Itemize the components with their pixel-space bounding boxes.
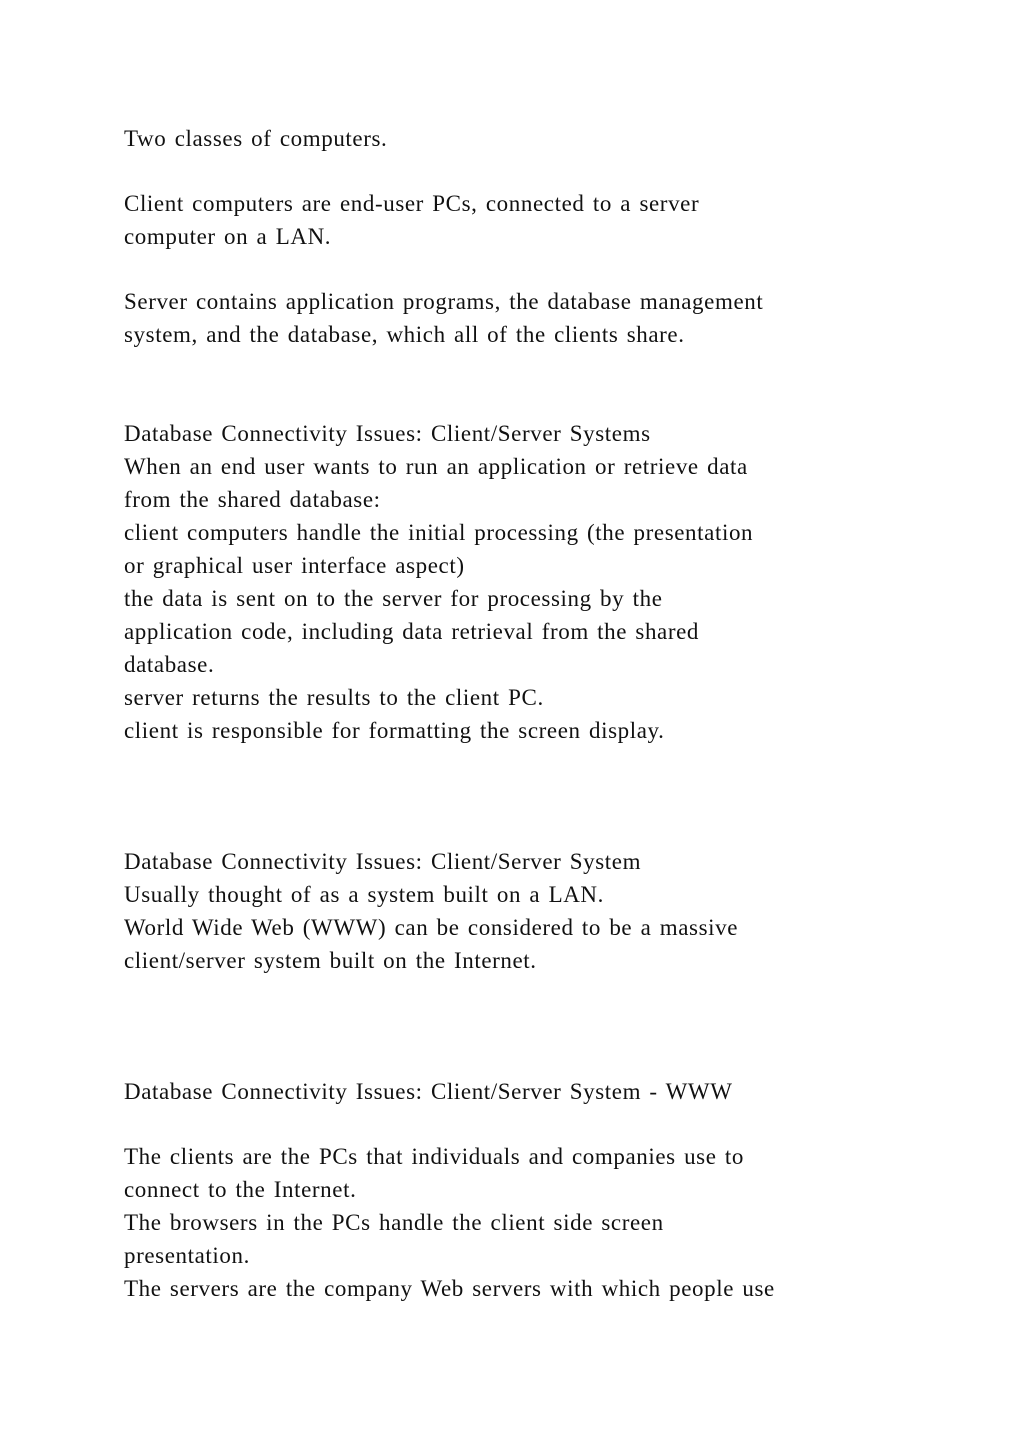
text-line: When an end user wants to run an application or retrieve data bbox=[124, 454, 748, 479]
text-line: Client computers are end-user PCs, connected to a server bbox=[124, 191, 700, 216]
text-line: The browsers in the PCs handle the client side screen bbox=[124, 1210, 664, 1235]
text-line: or graphical user interface aspect) bbox=[124, 553, 465, 578]
text-line: The servers are the company Web servers with which people use bbox=[124, 1276, 775, 1301]
text-line: client is responsible for formatting the screen display. bbox=[124, 718, 665, 743]
text-line: Usually thought of as a system built on a LAN. bbox=[124, 882, 604, 907]
intro-paragraph-server bbox=[124, 285, 984, 351]
text-line: computer on a LAN. bbox=[124, 224, 332, 249]
section-heading: Database Connectivity Issues: Client/Server System - WWW bbox=[124, 1079, 733, 1104]
text-line: from the shared database: bbox=[124, 487, 381, 512]
text-line: server returns the results to the client PC. bbox=[124, 685, 544, 710]
text-line: the data is sent on to the server for processing by the bbox=[124, 586, 663, 611]
text-line: application code, including data retrieval from the shared bbox=[124, 619, 700, 644]
section-client-server-systems bbox=[124, 417, 984, 747]
text-line: presentation. bbox=[124, 1243, 250, 1268]
text-line: database. bbox=[124, 652, 215, 677]
text-line: client/server system built on the Internet. bbox=[124, 948, 537, 973]
intro-paragraph-clients bbox=[124, 187, 984, 253]
section-heading: Database Connectivity Issues: Client/Server Systems bbox=[124, 421, 651, 446]
text-line: World Wide Web (WWW) can be considered to be a massive bbox=[124, 915, 739, 940]
text-line: Server contains application programs, the database management bbox=[124, 289, 764, 314]
text-line: The clients are the PCs that individuals and companies use to bbox=[124, 1144, 744, 1169]
document-page bbox=[124, 122, 984, 1305]
text-line: connect to the Internet. bbox=[124, 1177, 357, 1202]
section-client-server-system-lan bbox=[124, 845, 984, 977]
intro-title: Two classes of computers. bbox=[124, 126, 388, 151]
section-heading: Database Connectivity Issues: Client/Server System bbox=[124, 849, 642, 874]
section-client-server-system-www bbox=[124, 1075, 984, 1305]
text-line: system, and the database, which all of the clients share. bbox=[124, 322, 685, 347]
text-line: client computers handle the initial processing (the presentation bbox=[124, 520, 754, 545]
